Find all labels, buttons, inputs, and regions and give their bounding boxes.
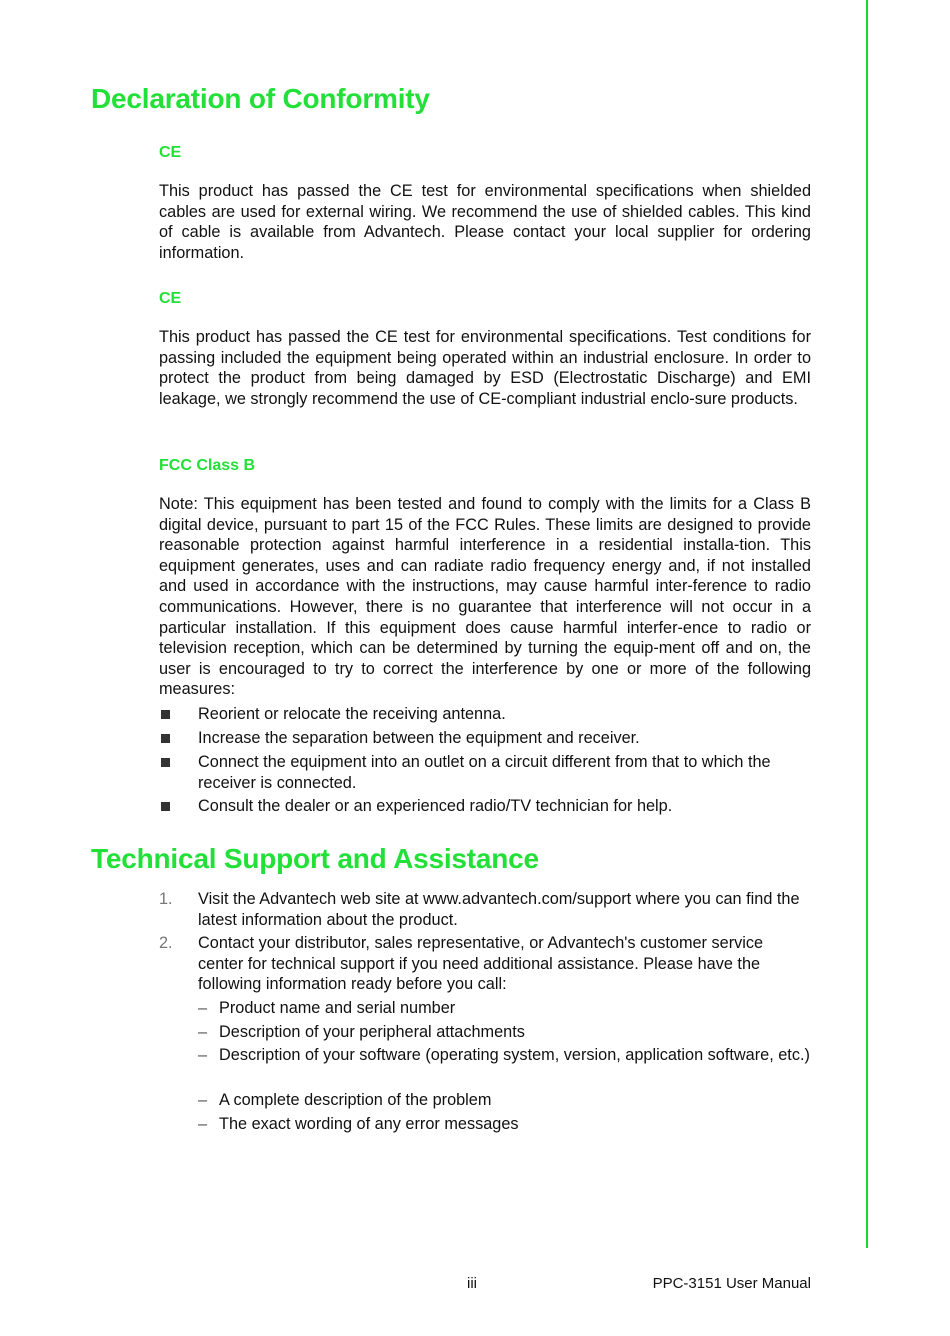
dash-bullet: – [198, 1115, 208, 1133]
checklist-text: The exact wording of any error messages [219, 1115, 519, 1133]
step-text: Contact your distributor, sales representative, or Advantech's customer service center for technical support if you need additional assistance. Please have the following information ready before you call: [198, 934, 764, 994]
square-bullet-icon [161, 734, 170, 743]
bullet-text: Connect the equipment into an outlet on a circuit different from that to which the receiver is connected. [198, 753, 771, 792]
checklist-text: Description of your peripheral attachments [219, 1023, 525, 1041]
dash-bullet: – [198, 1091, 208, 1109]
step-number: 2. [159, 934, 173, 952]
ce-paragraph-1: This product has passed the CE test for environmental specifications when shielded cables are used for external wiring. We recommend the use of shielded cables. This kind of cable is available from Advantech. Please contact your local supplier for ordering information. [159, 182, 811, 262]
ce-heading-1: CE [159, 144, 182, 161]
square-bullet-icon [161, 710, 170, 719]
fcc-heading: FCC Class B [159, 457, 256, 474]
checklist-text: A complete description of the problem [219, 1091, 492, 1109]
dash-bullet: – [198, 1023, 208, 1041]
support-title: Technical Support and Assistance [91, 843, 539, 874]
checklist-text: Product name and serial number [219, 999, 456, 1017]
step-text: Visit the Advantech web site at www.advantech.com/support where you can find the latest information about the product. [198, 890, 800, 929]
ce-heading-2: CE [159, 290, 182, 307]
square-bullet-icon [161, 802, 170, 811]
fcc-paragraph: Note: This equipment has been tested and found to comply with the limits for a Class B digital device, pursuant to part 15 of the FCC Rules. These limits are designed to provide reasonable protection against harmful interference in a residential installa-tion. This equipment generates, uses and can radiate radio frequency energy and, if not installed and used in accordance with the instructions, may cause harmful inter-ference to radio communications. However, there is no guarantee that interference will not occur in a particular installation. If this equipment does cause harmful interfer-ence to radio or television reception, which can be determined by turning the equip-ment off and on, the user is encouraged to try to correct the interference by one or more of the following measures: [159, 495, 811, 699]
dash-bullet: – [198, 999, 208, 1017]
declaration-title: Declaration of Conformity [91, 83, 430, 114]
manual-title: PPC-3151 User Manual [652, 1275, 811, 1292]
bullet-text: Consult the dealer or an experienced radio/TV technician for help. [198, 797, 673, 815]
square-bullet-icon [161, 758, 170, 767]
bullet-text: Increase the separation between the equipment and receiver. [198, 729, 640, 747]
margin-rule [866, 0, 868, 1248]
page-number: iii [467, 1275, 477, 1292]
step-number: 1. [159, 890, 173, 908]
bullet-text: Reorient or relocate the receiving antenna. [198, 705, 506, 723]
ce-paragraph-2: This product has passed the CE test for environmental specifications. Test conditions for passing included the equipment being operated within an industrial enclosure. In order to protect the product from being damaged by ESD (Electrostatic Discharge) and EMI leakage, we strongly recommend the use of CE-compliant industrial enclo-sure products. [159, 328, 811, 408]
dash-bullet: – [198, 1046, 208, 1064]
checklist-text: Description of your software (operating system, version, application software, etc.) [219, 1046, 810, 1064]
